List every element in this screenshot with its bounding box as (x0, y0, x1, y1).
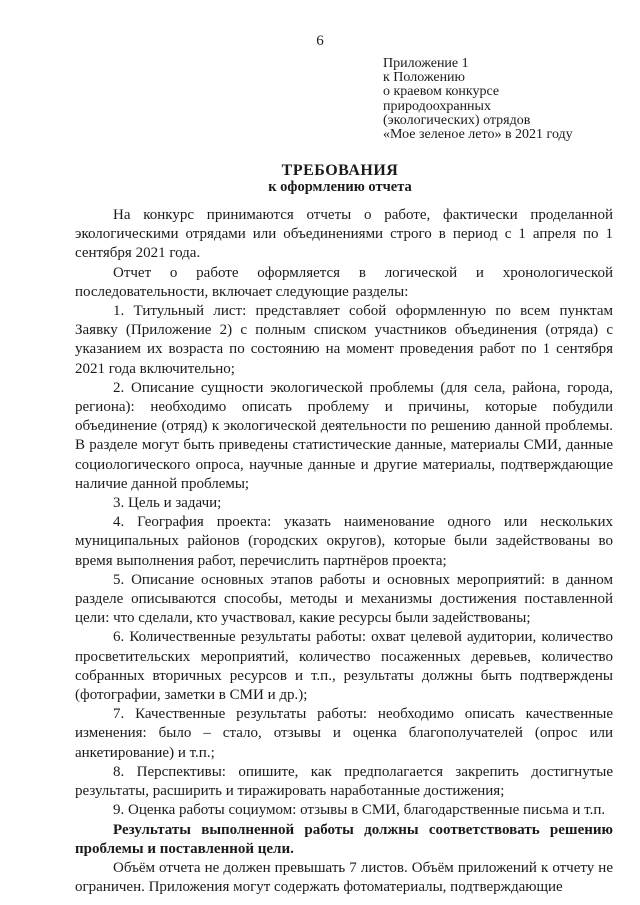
sections-intro-paragraph: Отчет о работе оформляется в логической и хронологической последовательности, включает следующие разделы: (75, 264, 613, 300)
intro-paragraph: На конкурс принимаются отчеты о работе, фактически проделанной экологическими отрядами или объединениями строго в период с 1 апреля по 1 сентября 2021 года. (75, 207, 613, 262)
appendix-line: природоохранных (383, 98, 491, 114)
volume-paragraph: Объём отчета не должен превышать 7 листов. Объём приложений к отчету не ограничен. Приложения могут содержать фотоматериалы, подтверждающие (75, 859, 613, 896)
document-body (75, 206, 613, 897)
section-item-geography: 4. География проекта: указать наименование одного или нескольких муниципальных районов (городских округов), которые были задействованы во время выполнения работ, перечислить партнёров проекта; (75, 514, 613, 569)
appendix-line: Приложение 1 (383, 56, 469, 71)
document-subtitle: к оформлению отчета (268, 179, 412, 195)
appendix-line: «Мое зеленое лето» в 2021 году (383, 127, 573, 143)
section-item-evaluation: 9. Оценка работы социумом: отзывы в СМИ, благодарственные письма и т.п. (113, 802, 606, 819)
section-item-problem: 2. Описание сущности экологической проблемы (для села, района, города, региона): необходимо описать проблему и причины, которые побудили объединение (отряд) к экологической деятельности по решению данной проблемы. В разделе могут быть приведены статистические данные, материалы СМИ, данные социологического опроса, научные данные и другие материалы, подтверждающие наличие данной проблемы; (75, 379, 613, 492)
appendix-line: к Положению (383, 70, 466, 86)
appendix-reference (383, 57, 633, 142)
section-item-title-page: 1. Титульный лист: представляет собой оформленную по всем пунктам Заявку (Приложение 2) с полным списком участников объединения (отряда) с указанием их возраста по состоянию на момент проведения работ по 1 сентября 2021 года включительно; (75, 303, 613, 377)
appendix-line: о краевом конкурсе (383, 84, 500, 100)
section-item-goals: 3. Цель и задачи; (113, 495, 222, 512)
page-number: 6 (316, 33, 324, 49)
section-item-quantitative: 6. Количественные результаты работы: охват целевой аудитории, количество просветительских мероприятий, количество посаженных деревьев, количество собранных вторичных ресурсов и т.п., результаты должны быть подтверждены (фотографии, заметки в СМИ и др.); (75, 629, 613, 704)
section-item-stages: 5. Описание основных этапов работы и основных мероприятий: в данном разделе описываются способы, методы и механизмы достижения поставленной цели: что сделали, кто участвовал, какие ресурсы были задействованы; (75, 571, 613, 627)
results-requirement-paragraph: Результаты выполненной работы должны соответствовать решению проблемы и поставленной цели. (75, 821, 613, 857)
section-item-qualitative: 7. Качественные результаты работы: необходимо описать качественные изменения: было – стало, отзывы и оценка благополучателей (опрос или анкетирование) и т.п.; (75, 706, 613, 761)
section-item-prospects: 8. Перспективы: опишите, как предполагается закрепить достигнутые результаты, расширить и тиражировать наработанные достижения; (75, 763, 613, 800)
document-title: ТРЕБОВАНИЯ (281, 162, 399, 179)
appendix-line: (экологических) отрядов (383, 112, 531, 128)
